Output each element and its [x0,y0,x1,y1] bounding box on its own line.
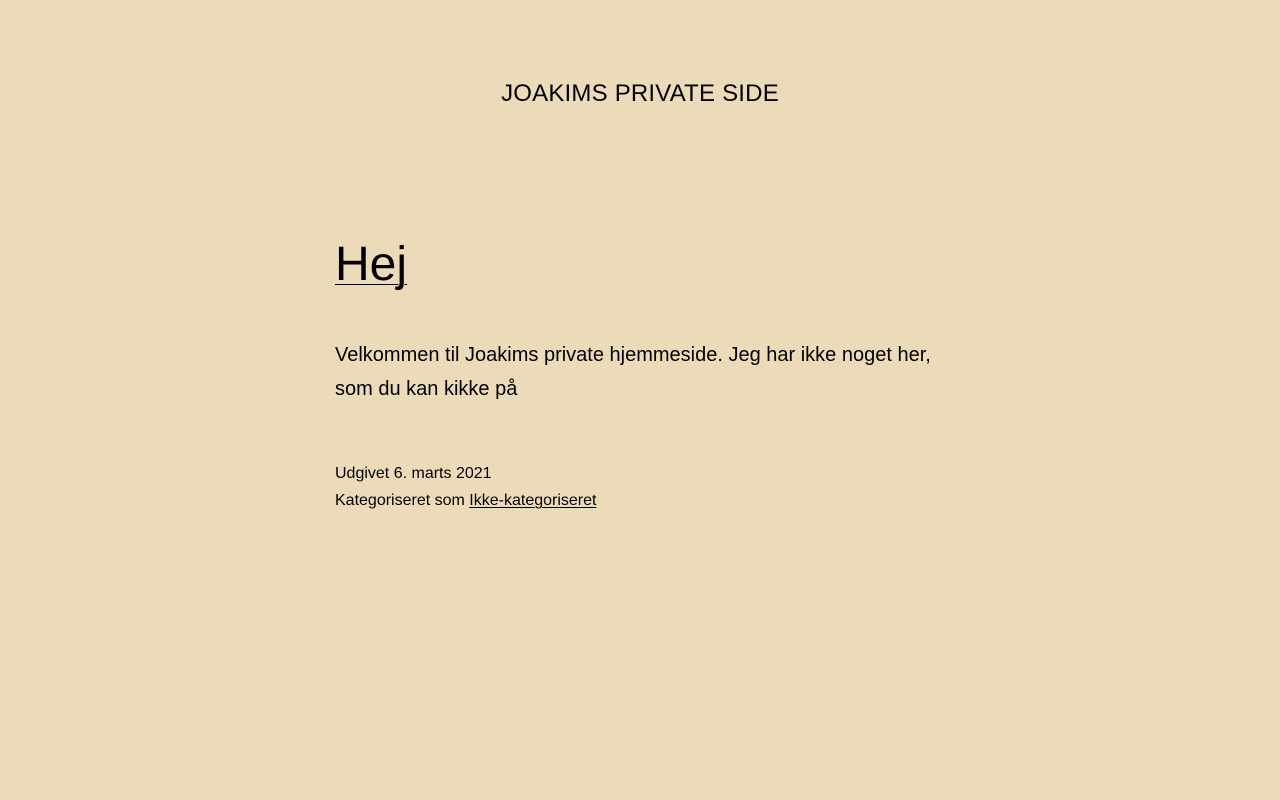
post-body: Velkommen til Joakims private hjemmeside. Jeg har ikke noget her, som du kan kikke på [335,344,931,400]
post-category [335,487,945,514]
category-link[interactable]: Ikke-kategoriseret [469,492,597,509]
post [335,232,945,514]
post-title [335,232,945,298]
post-published [335,460,945,487]
published-label: Udgivet [335,465,390,482]
site-title-link[interactable]: JOAKIMS PRIVATE SIDE [501,80,779,107]
post-meta [335,460,945,514]
published-date: 6. marts 2021 [393,465,492,482]
post-title-link[interactable]: Hej [335,238,408,291]
category-label: Kategoriseret som [335,492,465,509]
